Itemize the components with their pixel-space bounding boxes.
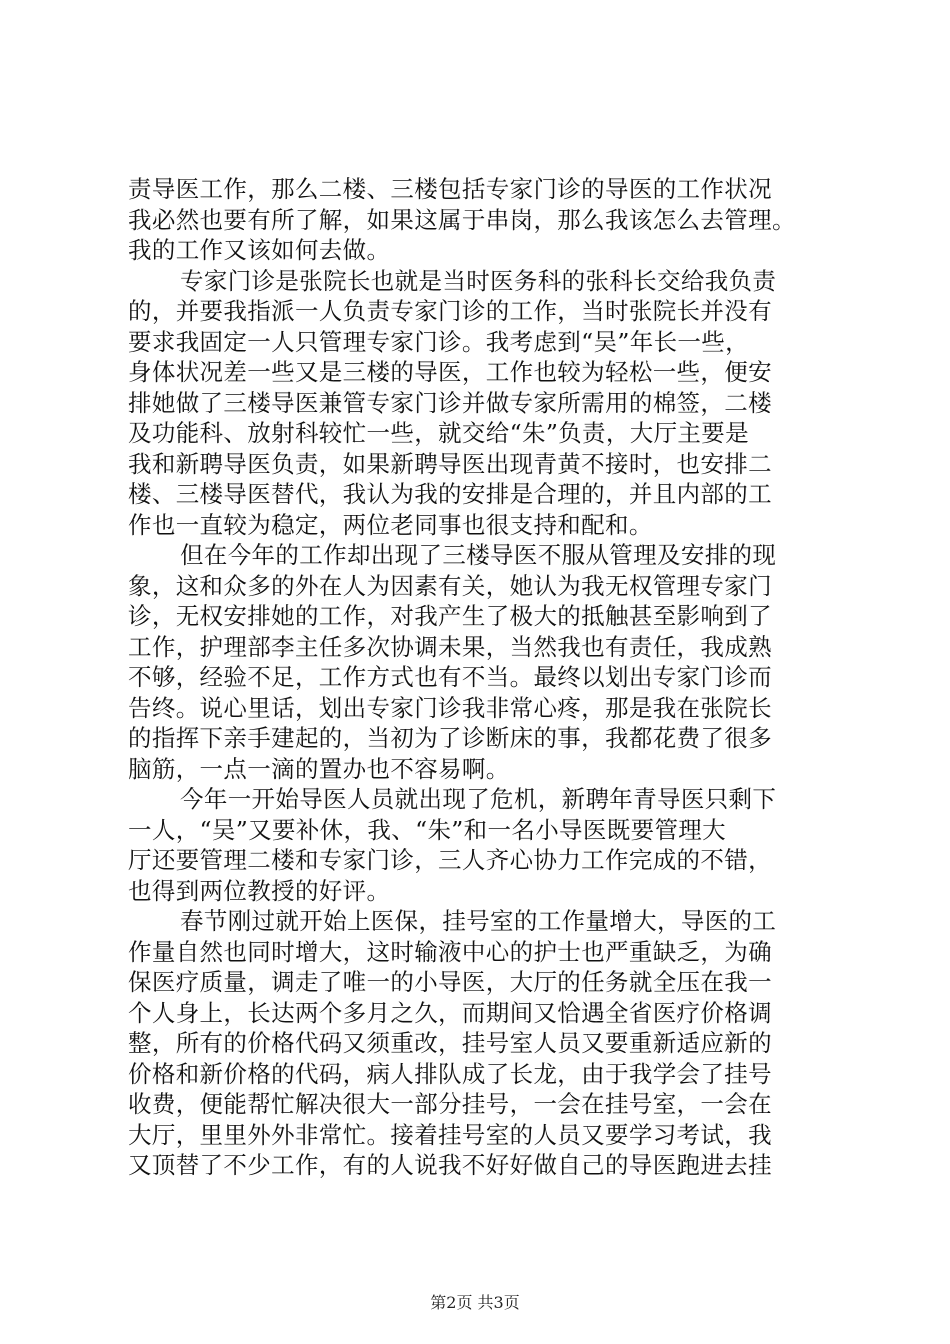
- text-line: 排她做了三楼导医兼管专家门诊并做专家所需用的棉签，二楼: [128, 388, 772, 417]
- text-line: 的，并要我指派一人负责专家门诊的工作，当时张院长并没有: [128, 297, 772, 325]
- text-line: 我的工作又该如何去做。: [128, 236, 391, 264]
- text-line: 专家门诊是张院长也就是当时医务科的张科长交给我负责: [180, 266, 777, 295]
- text-line: 大厅，里里外外非常忙。接着挂号室的人员又要学习考试，我: [128, 1120, 772, 1149]
- text-line: 象，这和众多的外在人为因素有关，她认为我无权管理专家门: [128, 571, 772, 600]
- text-line: 告终。说心里话，划出专家门诊我非常心疼，那是我在张院长: [128, 693, 772, 722]
- text-line: 保医疗质量，调走了唯一的小导医，大厅的任务就全压在我一: [128, 968, 772, 996]
- text-line: 但在今年的工作却出现了三楼导医不服从管理及安排的现: [180, 541, 777, 569]
- text-line: 身体状况差一些又是三楼的导医，工作也较为轻松一些，便安: [128, 358, 772, 386]
- text-line: 又顶替了不少工作，有的人说我不好好做自己的导医跑进去挂: [128, 1151, 772, 1179]
- text-line: 一人，“吴”又要补休，我、“朱”和一名小导医既要管理大: [128, 815, 727, 844]
- text-line: 不够，经验不足，工作方式也有不当。最终以划出专家门诊而: [128, 663, 772, 691]
- text-line: 要求我固定一人只管理专家门诊。我考虑到“吴”年长一些，: [128, 327, 749, 356]
- text-line: 我必然也要有所了解，如果这属于串岗，那么我该怎么去管理。: [128, 205, 796, 234]
- text-line: 诊，无权安排她的工作，对我产生了极大的抵触甚至影响到了: [128, 602, 772, 630]
- text-line: 也得到两位教授的好评。: [128, 876, 391, 905]
- document-body: [128, 174, 848, 1181]
- text-line: 责导医工作，那么二楼、三楼包括专家门诊的导医的工作状况: [128, 175, 772, 203]
- text-line: 价格和新价格的代码，病人排队成了长龙，由于我学会了挂号: [128, 1059, 772, 1088]
- text-line: 今年一开始导医人员就出现了危机，新聘年青导医只剩下: [180, 785, 777, 813]
- text-line: 收费，便能帮忙解决很大一部分挂号，一会在挂号室，一会在: [128, 1090, 772, 1118]
- text-line: 楼、三楼导医替代，我认为我的安排是合理的，并且内部的工: [128, 480, 772, 508]
- text-line: 作量自然也同时增大，这时输液中心的护士也严重缺乏，为确: [128, 937, 772, 966]
- text-line: 整，所有的价格代码又须重改，挂号室人员又要重新适应新的: [128, 1029, 772, 1057]
- text-line: 我和新聘导医负责，如果新聘导医出现青黄不接时，也安排二: [128, 449, 772, 478]
- text-line: 及功能科、放射科较忙一些，就交给“朱”负责，大厅主要是: [128, 419, 749, 447]
- text-line: 个人身上，长达两个多月之久，而期间又恰遇全省医疗价格调: [128, 998, 772, 1027]
- page-footer: 第2页 共3页: [430, 1293, 520, 1312]
- text-line: 作也一直较为稳定，两位老同事也很支持和配和。: [128, 510, 653, 539]
- text-line: 的指挥下亲手建起的，当初为了诊断床的事，我都花费了很多: [128, 724, 772, 752]
- text-line: 脑筋，一点一滴的置办也不容易啊。: [128, 754, 510, 783]
- text-line: 春节刚过就开始上医保，挂号室的工作量增大，导医的工: [180, 907, 777, 935]
- text-line: 厅还要管理二楼和专家门诊，三人齐心协力工作完成的不错，: [128, 846, 772, 874]
- text-line: 工作，护理部李主任多次协调未果，当然我也有责任，我成熟: [128, 632, 772, 661]
